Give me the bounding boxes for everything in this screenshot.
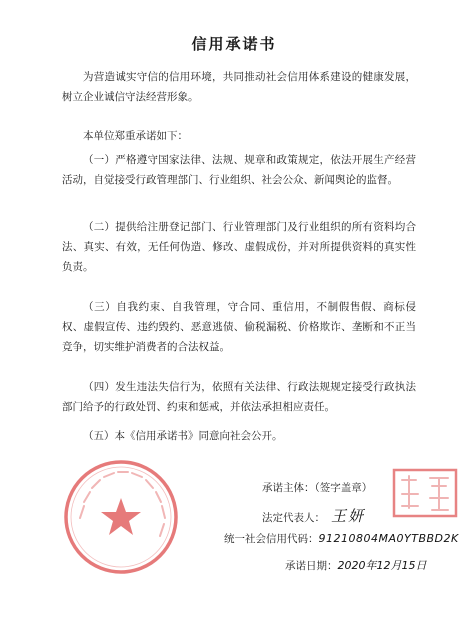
credit-code-value: 91210804MA0YTBBD2K xyxy=(318,532,459,545)
commitment-item-2: （二）提供给注册登记部门、行业管理部门及行业组织的所有资料均合法、真实、有效，无任何伪造、修改、虚假成份，并对所提供资料的真实性负责。 xyxy=(62,221,416,273)
date-label: 承诺日期： xyxy=(285,560,338,572)
credit-code-label: 统一社会信用代码： xyxy=(224,533,319,545)
commitment-item-4: （四）发生违法失信行为，依照有关法律、行政法规规定接受行政执法部门给予的行政处罚、约束和惩戒，并依法承担相应责任。 xyxy=(62,381,416,413)
personal-stamp-icon xyxy=(392,468,458,518)
signature-credit-code xyxy=(224,531,459,546)
lead-paragraph: 本单位郑重承诺如下： xyxy=(83,130,188,142)
commitment-item-5: （五）本《信用承诺书》同意向社会公开。 xyxy=(83,430,283,442)
intro-paragraph: 为营造诚实守信的信用环境，共同推动社会信用体系建设的健康发展，树立企业诚信守法经营形象。 xyxy=(62,71,416,103)
signature-subject xyxy=(262,480,372,495)
subject-label: 承诺主体：（签字盖章） xyxy=(262,482,373,494)
official-seal-icon xyxy=(62,458,180,576)
document-title: 信用承诺书 xyxy=(191,35,277,53)
representative-label: 法定代表人： xyxy=(262,512,325,524)
date-value: 2020年12月15日 xyxy=(337,559,427,572)
signature-representative xyxy=(262,505,365,526)
signature-date xyxy=(285,557,427,573)
representative-signature: 王妍 xyxy=(331,507,366,525)
commitment-item-1: （一）严格遵守国家法律、法规、规章和政策规定，依法开展生产经营活动，自觉接受行政管理部门、行业组织、社会公众、新闻舆论的监督。 xyxy=(62,154,416,186)
commitment-item-3: （三）自我约束、自我管理，守合同、重信用，不制假售假、商标侵权、虚假宣传、违约毁约、恶意逃债、偷税漏税、价格欺诈、垄断和不正当竞争，切实维护消费者的合法权益。 xyxy=(62,301,416,353)
